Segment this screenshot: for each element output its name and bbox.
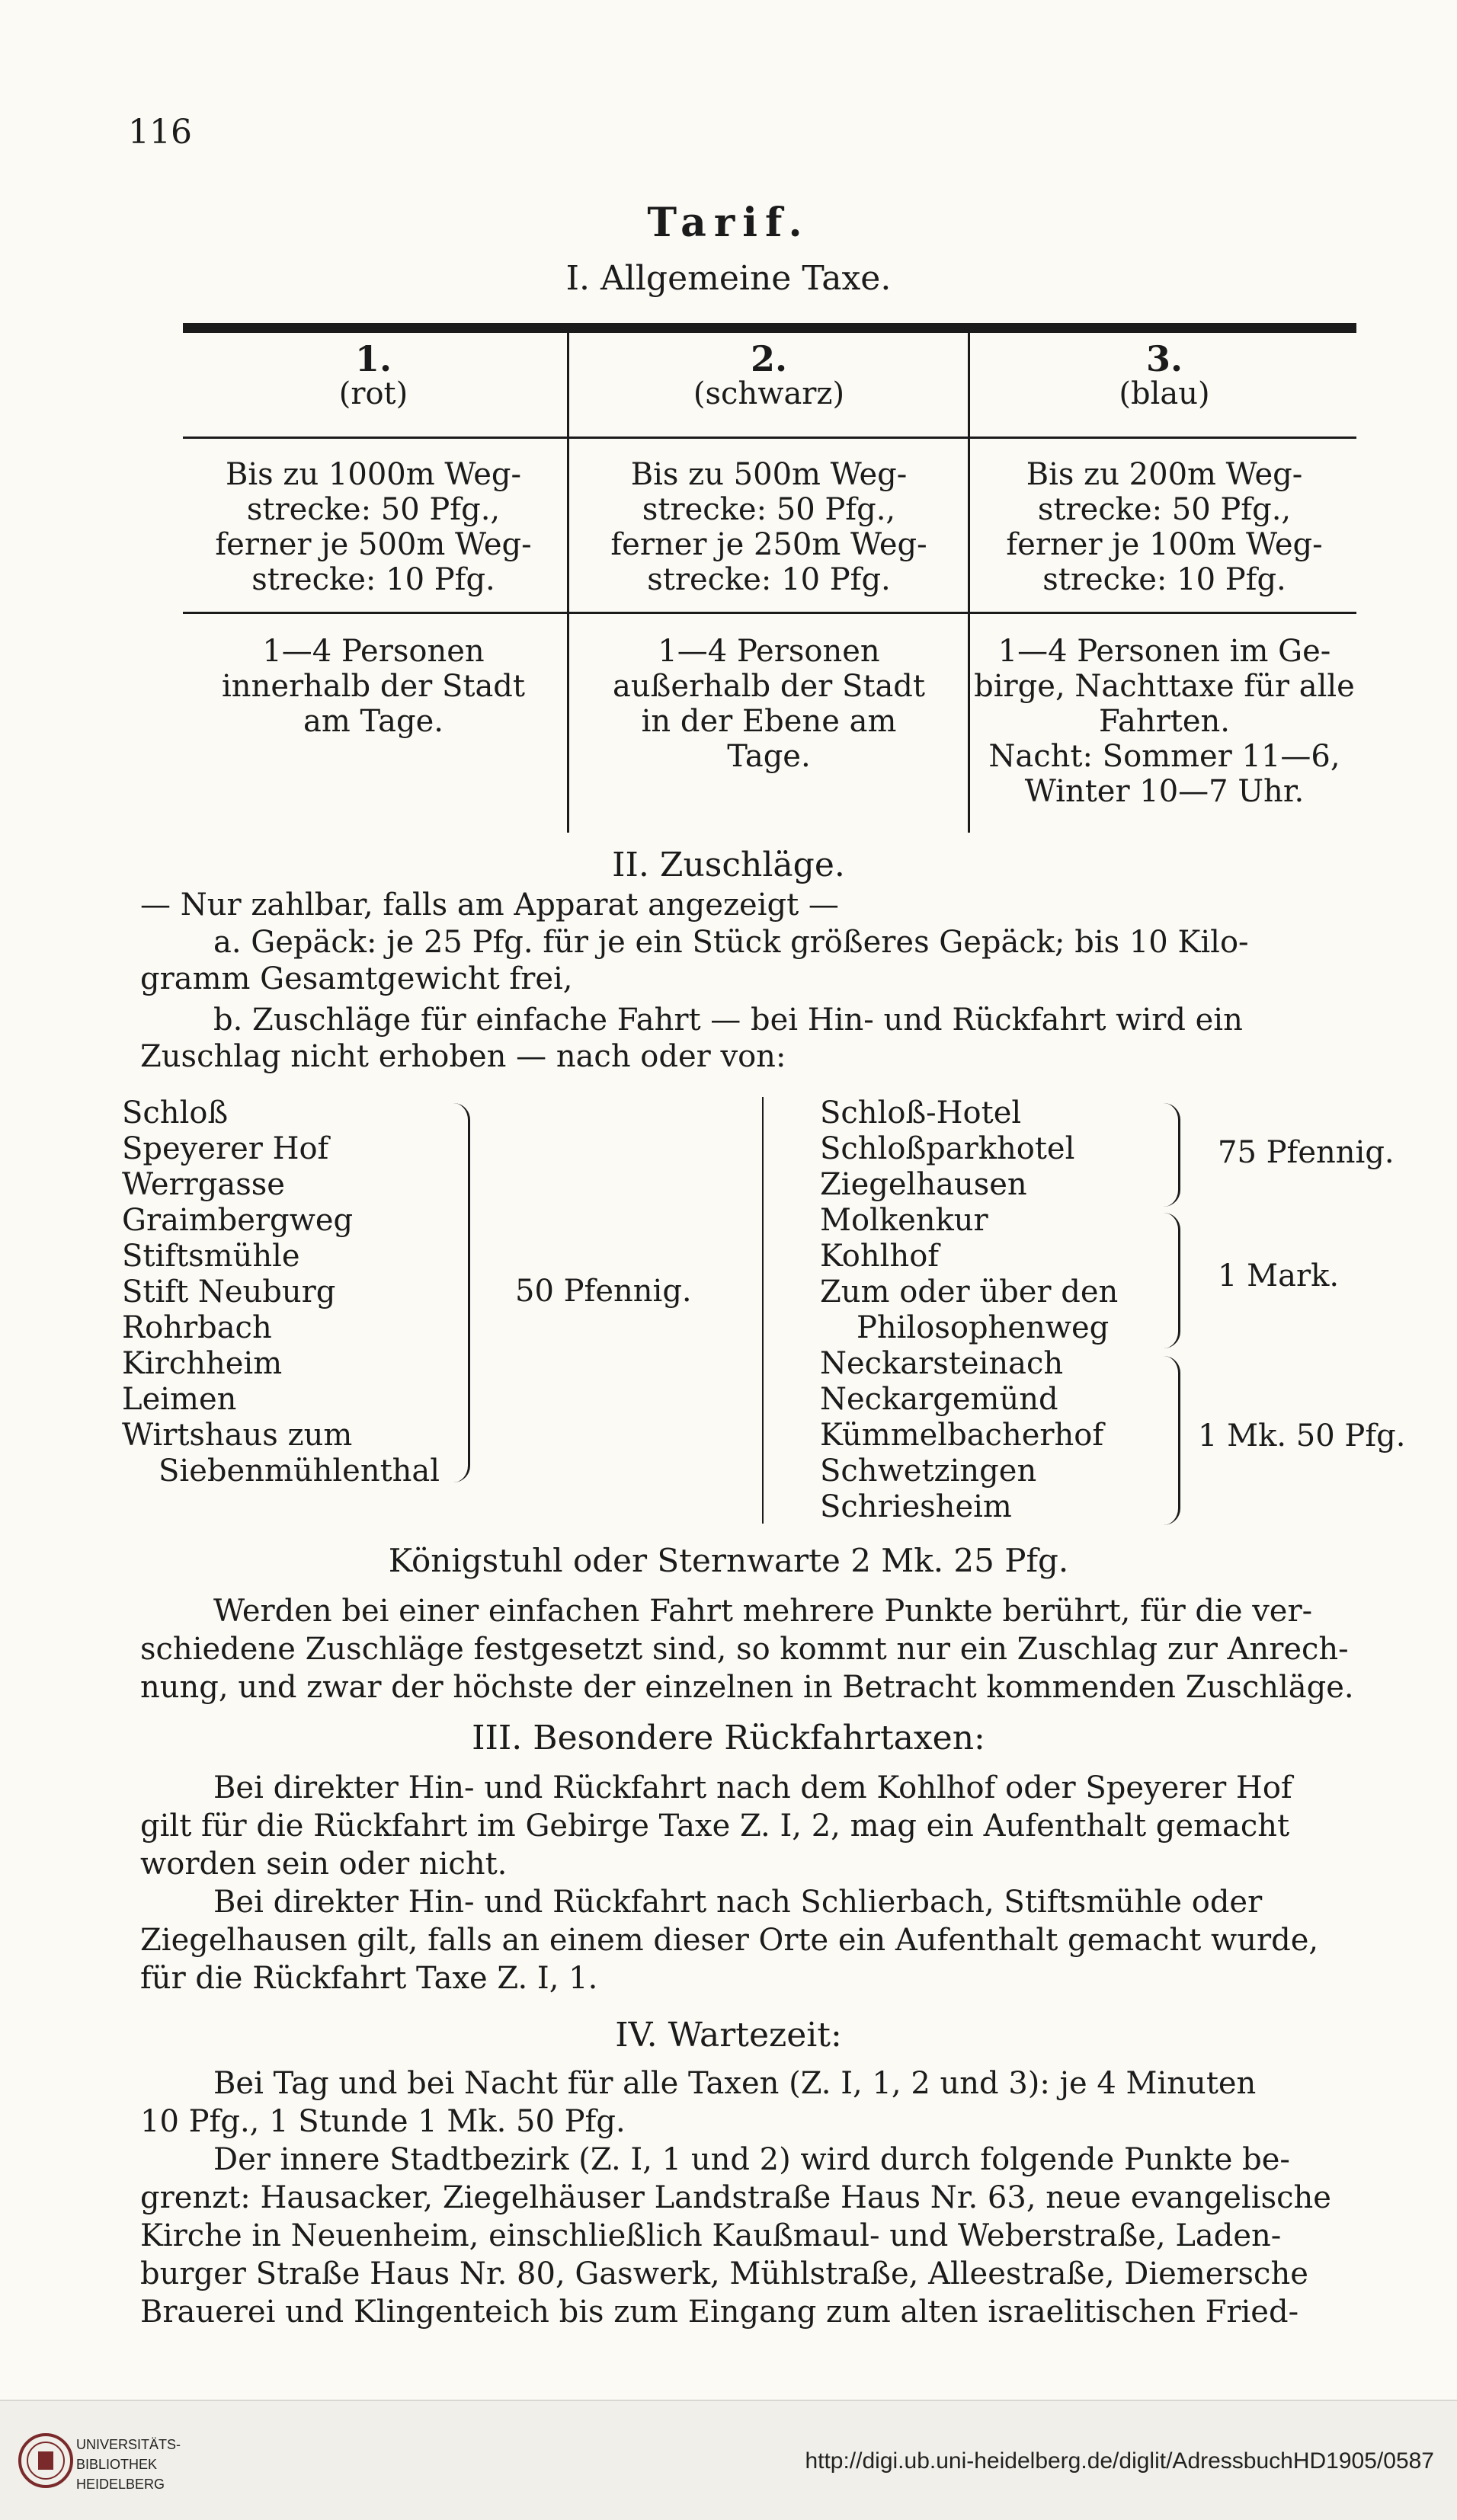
list-item: Siebenmühlenthal bbox=[159, 1453, 440, 1489]
list-item: Leimen bbox=[122, 1382, 237, 1417]
table-top-rule bbox=[183, 323, 1356, 333]
col2-desc-line: Tage. bbox=[727, 739, 811, 774]
col3-desc-line: Fahrten. bbox=[1099, 704, 1230, 739]
list-item: Schriesheim bbox=[820, 1489, 1012, 1524]
section3-heading: III. Besondere Rückfahrtaxen: bbox=[472, 1719, 985, 1757]
right-brace-2 bbox=[1161, 1213, 1180, 1348]
text-line: burger Straße Haus Nr. 80, Gaswerk, Mühlstraße, Alleestraße, Diemersche bbox=[140, 2256, 1308, 2291]
col3-rate-line: strecke: 10 Pfg. bbox=[1042, 562, 1286, 597]
col1-rate-line: strecke: 50 Pfg., bbox=[246, 492, 501, 527]
list-item: Rohrbach bbox=[122, 1310, 272, 1345]
text-line: schiedene Zuschläge festgesetzt sind, so kommt nur ein Zuschlag zur Anrech- bbox=[140, 1632, 1349, 1667]
list-item: Kümmelbacherhof bbox=[820, 1418, 1104, 1453]
list-item: Neckarsteinach bbox=[820, 1346, 1064, 1381]
col1-rate-line: strecke: 10 Pfg. bbox=[251, 562, 495, 597]
table-col-divider-1 bbox=[567, 333, 569, 833]
col3-color: (blau) bbox=[1119, 376, 1210, 411]
library-name-line: BIBLIOTHEK bbox=[76, 2457, 158, 2472]
col3-desc-line: Nacht: Sommer 11—6, bbox=[988, 739, 1340, 774]
list-item: Stiftsmühle bbox=[122, 1239, 300, 1274]
col2-rate-line: strecke: 50 Pfg., bbox=[642, 492, 896, 527]
section2-b-line2: Zuschlag nicht erhoben — nach oder von: bbox=[140, 1039, 786, 1074]
col1-color: (rot) bbox=[338, 376, 408, 411]
text-line: Ziegelhausen gilt, falls an einem dieser Orte ein Aufenthalt gemacht wurde, bbox=[140, 1923, 1319, 1958]
col1-rate-line: Bis zu 1000m Weg- bbox=[225, 457, 522, 492]
right-price-1: 75 Pfennig. bbox=[1218, 1135, 1395, 1170]
table-col2-header bbox=[572, 338, 966, 411]
col1-desc-line: am Tage. bbox=[303, 704, 444, 739]
text-line: Brauerei und Klingenteich bis zum Eingang zum alten israelitischen Fried- bbox=[140, 2295, 1299, 2330]
col3-desc-line: 1—4 Personen im Ge- bbox=[997, 634, 1331, 669]
library-name-line: UNIVERSITÄTS- bbox=[76, 2437, 181, 2452]
col2-rate-line: Bis zu 500m Weg- bbox=[630, 457, 908, 492]
text-line: Bei direkter Hin- und Rückfahrt nach dem Kohlhof oder Speyerer Hof bbox=[213, 1770, 1292, 1805]
table-col-divider-2 bbox=[968, 333, 970, 833]
page-number: 116 bbox=[128, 113, 192, 152]
section2-paragraph bbox=[140, 1592, 1359, 1706]
section2-b-line1: b. Zuschläge für einfache Fahrt — bei Hin- und Rückfahrt wird ein bbox=[213, 1003, 1243, 1038]
page-title: Tarif. bbox=[647, 200, 810, 246]
text-line: Kirche in Neuenheim, einschließlich Kaußmaul- und Weberstraße, Laden- bbox=[140, 2218, 1282, 2253]
right-brace-1 bbox=[1161, 1103, 1180, 1207]
text-line: 10 Pfg., 1 Stunde 1 Mk. 50 Pfg. bbox=[140, 2104, 626, 2139]
list-divider bbox=[762, 1097, 764, 1524]
col2-desc-line: in der Ebene am bbox=[641, 704, 897, 739]
list-item: Kirchheim bbox=[122, 1346, 283, 1381]
col1-desc-line: 1—4 Personen bbox=[262, 634, 485, 669]
col3-number: 3. bbox=[1145, 338, 1183, 379]
col2-desc-line: 1—4 Personen bbox=[658, 634, 880, 669]
left-brace bbox=[450, 1103, 470, 1482]
text-line: Der innere Stadtbezirk (Z. I, 1 und 2) wird durch folgende Punkte be- bbox=[213, 2142, 1290, 2177]
col1-rate-line: ferner je 500m Weg- bbox=[215, 527, 532, 562]
col2-rate-line: strecke: 10 Pfg. bbox=[647, 562, 891, 597]
col3-desc-line: Winter 10—7 Uhr. bbox=[1024, 774, 1305, 809]
section2-note: — Nur zahlbar, falls am Apparat angezeigt — bbox=[140, 887, 839, 923]
text-line: Bei direkter Hin- und Rückfahrt nach Schlierbach, Stiftsmühle oder bbox=[213, 1885, 1263, 1920]
col2-rate-line: ferner je 250m Weg- bbox=[610, 527, 927, 562]
koenigstuhl-line: Königstuhl oder Sternwarte 2 Mk. 25 Pfg. bbox=[388, 1542, 1069, 1579]
col3-rate-line: ferner je 100m Weg- bbox=[1006, 527, 1323, 562]
list-item: Neckargemünd bbox=[820, 1382, 1058, 1417]
right-price-3: 1 Mk. 50 Pfg. bbox=[1198, 1418, 1406, 1453]
digitization-footer bbox=[0, 2400, 1457, 2520]
text-line: Werden bei einer einfachen Fahrt mehrere Punkte berührt, für die ver- bbox=[213, 1594, 1313, 1629]
section4-heading: IV. Wartezeit: bbox=[615, 2016, 842, 2055]
col2-number: 2. bbox=[750, 338, 788, 379]
table-col3-header bbox=[972, 338, 1356, 411]
library-name bbox=[76, 2435, 181, 2494]
section2-a-line1: a. Gepäck: je 25 Pfg. für je ein Stück größeres Gepäck; bis 10 Kilo- bbox=[213, 925, 1249, 960]
list-item: Ziegelhausen bbox=[820, 1167, 1027, 1202]
section2-heading: II. Zuschläge. bbox=[612, 846, 845, 884]
list-item: Schloß-Hotel bbox=[820, 1095, 1022, 1130]
table-col3-desc bbox=[972, 634, 1356, 809]
col3-rate-line: Bis zu 200m Weg- bbox=[1026, 457, 1303, 492]
col2-color: (schwarz) bbox=[693, 376, 845, 411]
table-col1-rate bbox=[183, 457, 564, 597]
text-line: worden sein oder nicht. bbox=[140, 1847, 508, 1882]
col2-desc-line: außerhalb der Stadt bbox=[613, 669, 925, 704]
table-col2-desc bbox=[572, 634, 966, 774]
table-col2-rate bbox=[572, 457, 966, 597]
col3-rate-line: strecke: 50 Pfg., bbox=[1037, 492, 1292, 527]
table-col1-desc bbox=[183, 634, 564, 739]
right-price-2: 1 Mark. bbox=[1218, 1258, 1340, 1294]
list-item: Schwetzingen bbox=[820, 1453, 1037, 1489]
right-brace-3 bbox=[1161, 1356, 1180, 1525]
text-line: gilt für die Rückfahrt im Gebirge Taxe Z. I, 2, mag ein Aufenthalt gemacht bbox=[140, 1808, 1290, 1844]
left-price: 50 Pfennig. bbox=[515, 1274, 692, 1309]
col3-desc-line: birge, Nachttaxe für alle bbox=[974, 669, 1355, 704]
section3-paragraph-2 bbox=[140, 1883, 1359, 1997]
section3-paragraph-1 bbox=[140, 1769, 1359, 1883]
table-header-rule bbox=[183, 437, 1356, 439]
text-line: Bei Tag und bei Nacht für alle Taxen (Z. I, 1, 2 und 3): je 4 Minuten bbox=[213, 2066, 1257, 2101]
col1-number: 1. bbox=[354, 338, 392, 379]
source-url-link[interactable]: http://digi.ub.uni-heidelberg.de/diglit/AdressbuchHD1905/0587 bbox=[805, 2448, 1434, 2474]
text-line: grenzt: Hausacker, Ziegelhäuser Landstraße Haus Nr. 63, neue evangelische bbox=[140, 2180, 1331, 2215]
text-line: nung, und zwar der höchste der einzelnen in Betracht kommenden Zuschläge. bbox=[140, 1670, 1354, 1705]
text-line: für die Rückfahrt Taxe Z. I, 1. bbox=[140, 1961, 598, 1996]
right-places-list bbox=[820, 1095, 1118, 1525]
list-item: Schloß bbox=[122, 1095, 229, 1130]
list-item: Zum oder über den bbox=[820, 1274, 1119, 1310]
section2-a-line2: gramm Gesamtgewicht frei, bbox=[140, 961, 573, 996]
table-col3-rate bbox=[972, 457, 1356, 597]
section1-heading: I. Allgemeine Taxe. bbox=[565, 259, 892, 298]
left-places-list bbox=[122, 1095, 440, 1489]
table-col1-header bbox=[183, 338, 564, 411]
list-item: Schloßparkhotel bbox=[820, 1131, 1075, 1166]
list-item: Stift Neuburg bbox=[122, 1274, 336, 1310]
list-item: Werrgasse bbox=[122, 1167, 285, 1202]
list-item: Molkenkur bbox=[820, 1203, 988, 1238]
col1-desc-line: innerhalb der Stadt bbox=[222, 669, 525, 704]
list-item: Philosophenweg bbox=[857, 1310, 1110, 1345]
table-mid-rule bbox=[183, 612, 1356, 614]
section4-paragraph-1 bbox=[140, 2064, 1359, 2141]
list-item: Graimbergweg bbox=[122, 1203, 354, 1238]
library-name-line: HEIDELBERG bbox=[76, 2477, 165, 2492]
list-item: Kohlhof bbox=[820, 1239, 940, 1274]
list-item: Speyerer Hof bbox=[122, 1131, 329, 1166]
list-item: Wirtshaus zum bbox=[122, 1418, 353, 1453]
section4-paragraph-2 bbox=[140, 2141, 1359, 2331]
